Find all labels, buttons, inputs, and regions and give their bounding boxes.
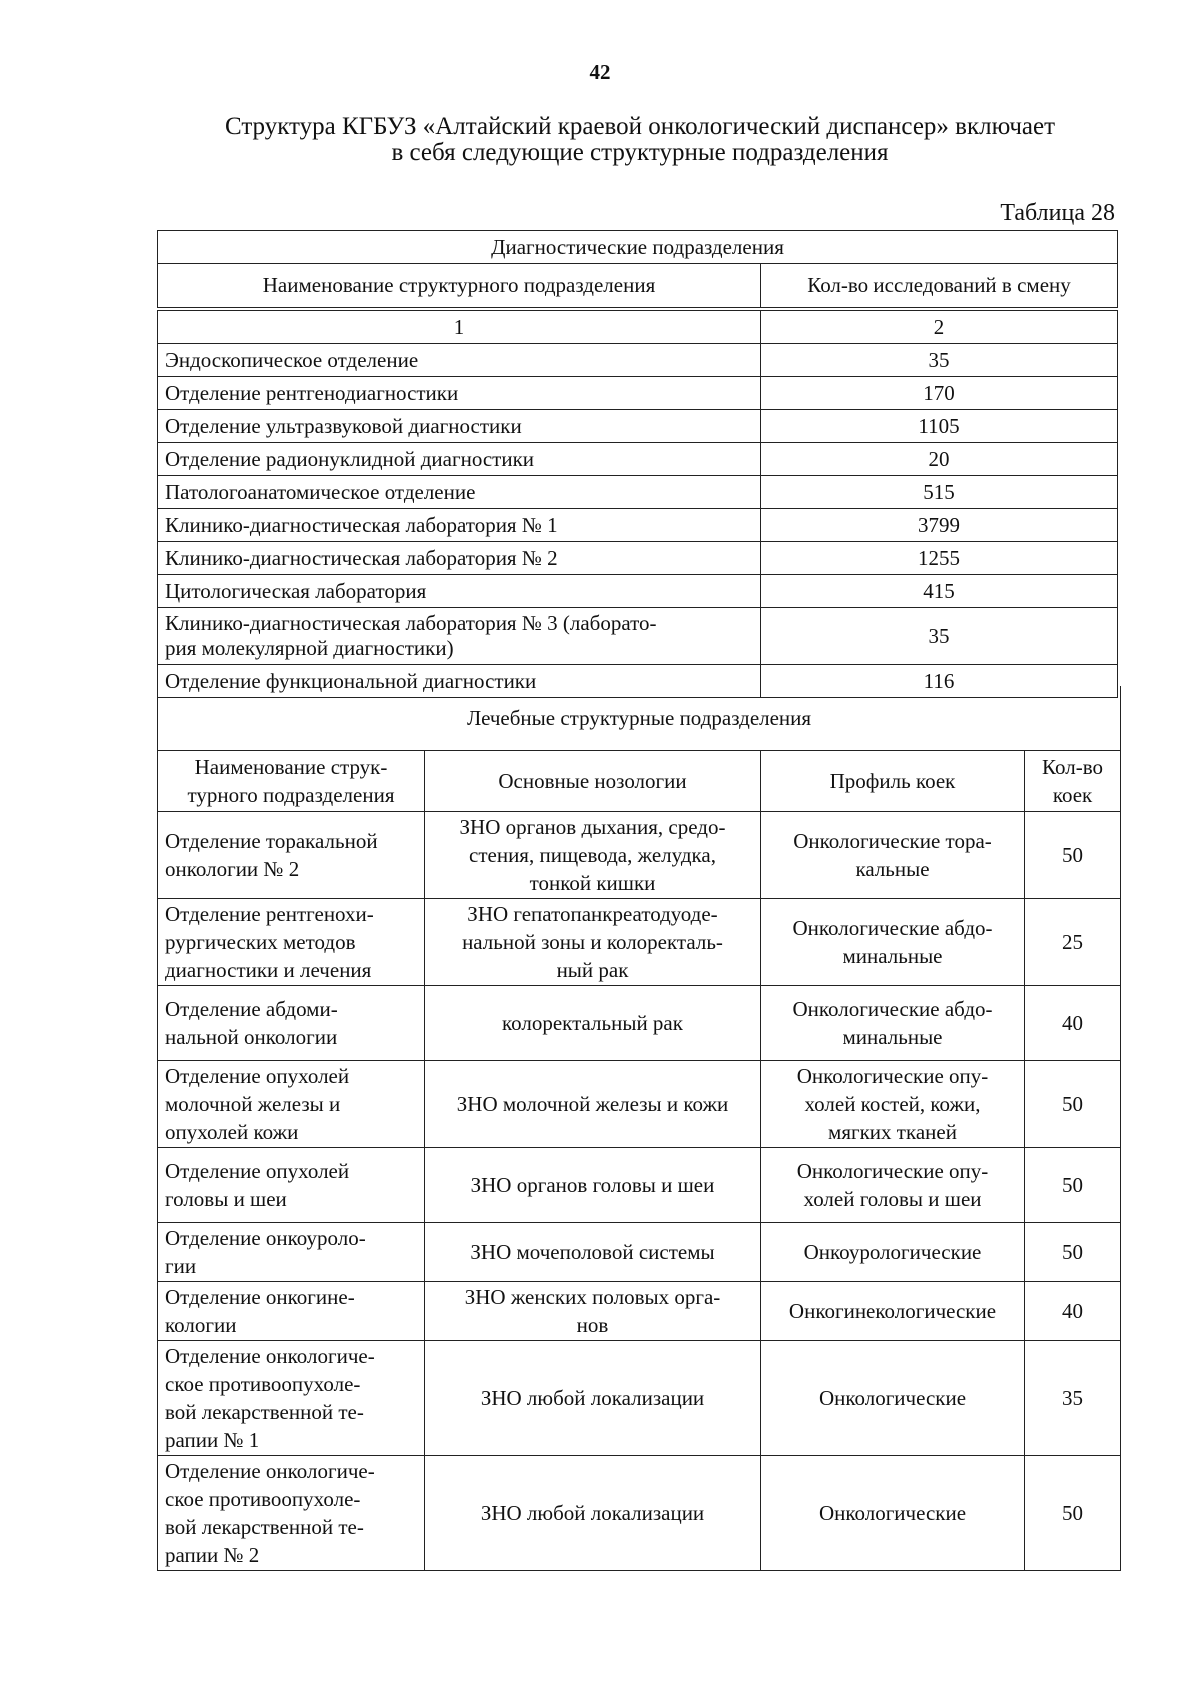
unit-name-cell: Отделение онкологиче- ское противоопухоле- вой лекарственной те- рапии № 2 [158, 1456, 425, 1571]
exam-count-cell: 415 [761, 575, 1118, 608]
unit-name-cell: Отделение онкогине- кологии [158, 1282, 425, 1341]
exam-count-cell: 116 [761, 665, 1118, 698]
bed-profile-cell: Онкоурологические [761, 1223, 1025, 1282]
treatment-section-row [158, 686, 1121, 751]
diagnostic-column-number-row [158, 311, 1118, 344]
nosology-cell: ЗНО молочной железы и кожи [425, 1061, 761, 1148]
table-row [158, 542, 1118, 575]
bed-count-cell: 50 [1025, 1456, 1121, 1571]
nosology-cell: колоректальный рак [425, 986, 761, 1061]
table-row [158, 1223, 1121, 1282]
diagnostic-header-count: Кол-во исследований в смену [761, 264, 1118, 308]
exam-count-cell: 1105 [761, 410, 1118, 443]
bed-count-cell: 50 [1025, 1061, 1121, 1148]
bed-profile-cell: Онкологические абдо- минальные [761, 986, 1025, 1061]
exam-count-cell: 170 [761, 377, 1118, 410]
unit-name-cell: Клинико-диагностическая лаборатория № 2 [158, 542, 761, 575]
table-row [158, 410, 1118, 443]
unit-name-cell: Отделение радионуклидной диагностики [158, 443, 761, 476]
exam-count-cell: 515 [761, 476, 1118, 509]
bed-profile-cell: Онкологические опу- холей головы и шеи [761, 1148, 1025, 1223]
table-row [158, 344, 1118, 377]
treatment-header-row [158, 751, 1121, 812]
table-row [158, 575, 1118, 608]
table-row [158, 1148, 1121, 1223]
table-row [158, 1456, 1121, 1571]
nosology-cell: ЗНО любой локализации [425, 1341, 761, 1456]
table-row [158, 377, 1118, 410]
unit-name-cell: Клинико-диагностическая лаборатория № 3 (лаборато- рия молекулярной диагностики) [158, 608, 761, 665]
diagnostic-table-body [158, 231, 1118, 698]
nosology-cell: ЗНО органов головы и шеи [425, 1148, 761, 1223]
bed-profile-cell: Онкологические [761, 1341, 1025, 1456]
exam-count-cell: 20 [761, 443, 1118, 476]
table-label: Таблица 28 [1000, 200, 1115, 226]
treatment-header-beds: Кол-во коек [1025, 751, 1121, 812]
nosology-cell: ЗНО любой локализации [425, 1456, 761, 1571]
bed-count-cell: 50 [1025, 1148, 1121, 1223]
table-row [158, 476, 1118, 509]
unit-name-cell: Эндоскопическое отделение [158, 344, 761, 377]
nosology-cell: ЗНО гепатопанкреатодуоде- нальной зоны и колоректаль- ный рак [425, 899, 761, 986]
unit-name-cell: Отделение ультразвуковой диагностики [158, 410, 761, 443]
bed-count-cell: 25 [1025, 899, 1121, 986]
treatment-header-nosology: Основные нозологии [425, 751, 761, 812]
unit-name-cell: Патологоанатомическое отделение [158, 476, 761, 509]
table-row [158, 812, 1121, 899]
nosology-cell: ЗНО женских половых орга- нов [425, 1282, 761, 1341]
bed-count-cell: 50 [1025, 1223, 1121, 1282]
bed-profile-cell: Онкологические тора- кальные [761, 812, 1025, 899]
exam-count-cell: 1255 [761, 542, 1118, 575]
bed-count-cell: 40 [1025, 1282, 1121, 1341]
bed-profile-cell: Онкологические опу- холей костей, кожи, мягких тканей [761, 1061, 1025, 1148]
unit-name-cell: Отделение функциональной диагностики [158, 665, 761, 698]
table-row [158, 608, 1118, 665]
unit-name-cell: Отделение онкологиче- ское противоопухоле- вой лекарственной те- рапии № 1 [158, 1341, 425, 1456]
table-row [158, 509, 1118, 542]
unit-name-cell: Отделение торакальной онкологии № 2 [158, 812, 425, 899]
treatment-table [157, 686, 1121, 1571]
document-heading [160, 114, 1120, 166]
diagnostic-table [157, 230, 1118, 698]
heading-line-1: Структура КГБУЗ «Алтайский краевой онкологический диспансер» включает [224, 113, 1056, 140]
nosology-cell: ЗНО мочеполовой системы [425, 1223, 761, 1282]
table-row [158, 1282, 1121, 1341]
diagnostic-section-row [158, 231, 1118, 264]
unit-name-cell: Клинико-диагностическая лаборатория № 1 [158, 509, 761, 542]
bed-profile-cell: Онкологические абдо- минальные [761, 899, 1025, 986]
diagnostic-header-row [158, 264, 1118, 308]
table-row [158, 443, 1118, 476]
bed-count-cell: 35 [1025, 1341, 1121, 1456]
table-row [158, 1341, 1121, 1456]
page-number: 42 [589, 60, 611, 84]
unit-name-cell: Цитологическая лаборатория [158, 575, 761, 608]
exam-count-cell: 3799 [761, 509, 1118, 542]
column-number: 2 [761, 311, 1118, 344]
unit-name-cell: Отделение опухолей головы и шеи [158, 1148, 425, 1223]
unit-name-cell: Отделение абдоми- нальной онкологии [158, 986, 425, 1061]
exam-count-cell: 35 [761, 344, 1118, 377]
treatment-table-body [158, 686, 1121, 1571]
exam-count-cell: 35 [761, 608, 1118, 665]
treatment-section-title: Лечебные структурные подразделения [158, 686, 1121, 751]
bed-profile-cell: Онкологические [761, 1456, 1025, 1571]
diagnostic-section-title: Диагностические подразделения [158, 231, 1118, 264]
bed-count-cell: 50 [1025, 812, 1121, 899]
table-row [158, 899, 1121, 986]
column-number: 1 [158, 311, 761, 344]
bed-profile-cell: Онкогинекологические [761, 1282, 1025, 1341]
unit-name-cell: Отделение опухолей молочной железы и опухолей кожи [158, 1061, 425, 1148]
heading-line-2: в себя следующие структурные подразделения [391, 139, 889, 166]
unit-name-cell: Отделение рентгенохи- рургических методов диагностики и лечения [158, 899, 425, 986]
nosology-cell: ЗНО органов дыхания, средо- стения, пищевода, желудка, тонкой кишки [425, 812, 761, 899]
table-row [158, 986, 1121, 1061]
unit-name-cell: Отделение онкоуроло- гии [158, 1223, 425, 1282]
table-row [158, 1061, 1121, 1148]
bed-count-cell: 40 [1025, 986, 1121, 1061]
unit-name-cell: Отделение рентгенодиагностики [158, 377, 761, 410]
treatment-header-profile: Профиль коек [761, 751, 1025, 812]
diagnostic-header-name: Наименование структурного подразделения [158, 264, 761, 308]
treatment-header-name: Наименование струк- турного подразделения [158, 751, 425, 812]
